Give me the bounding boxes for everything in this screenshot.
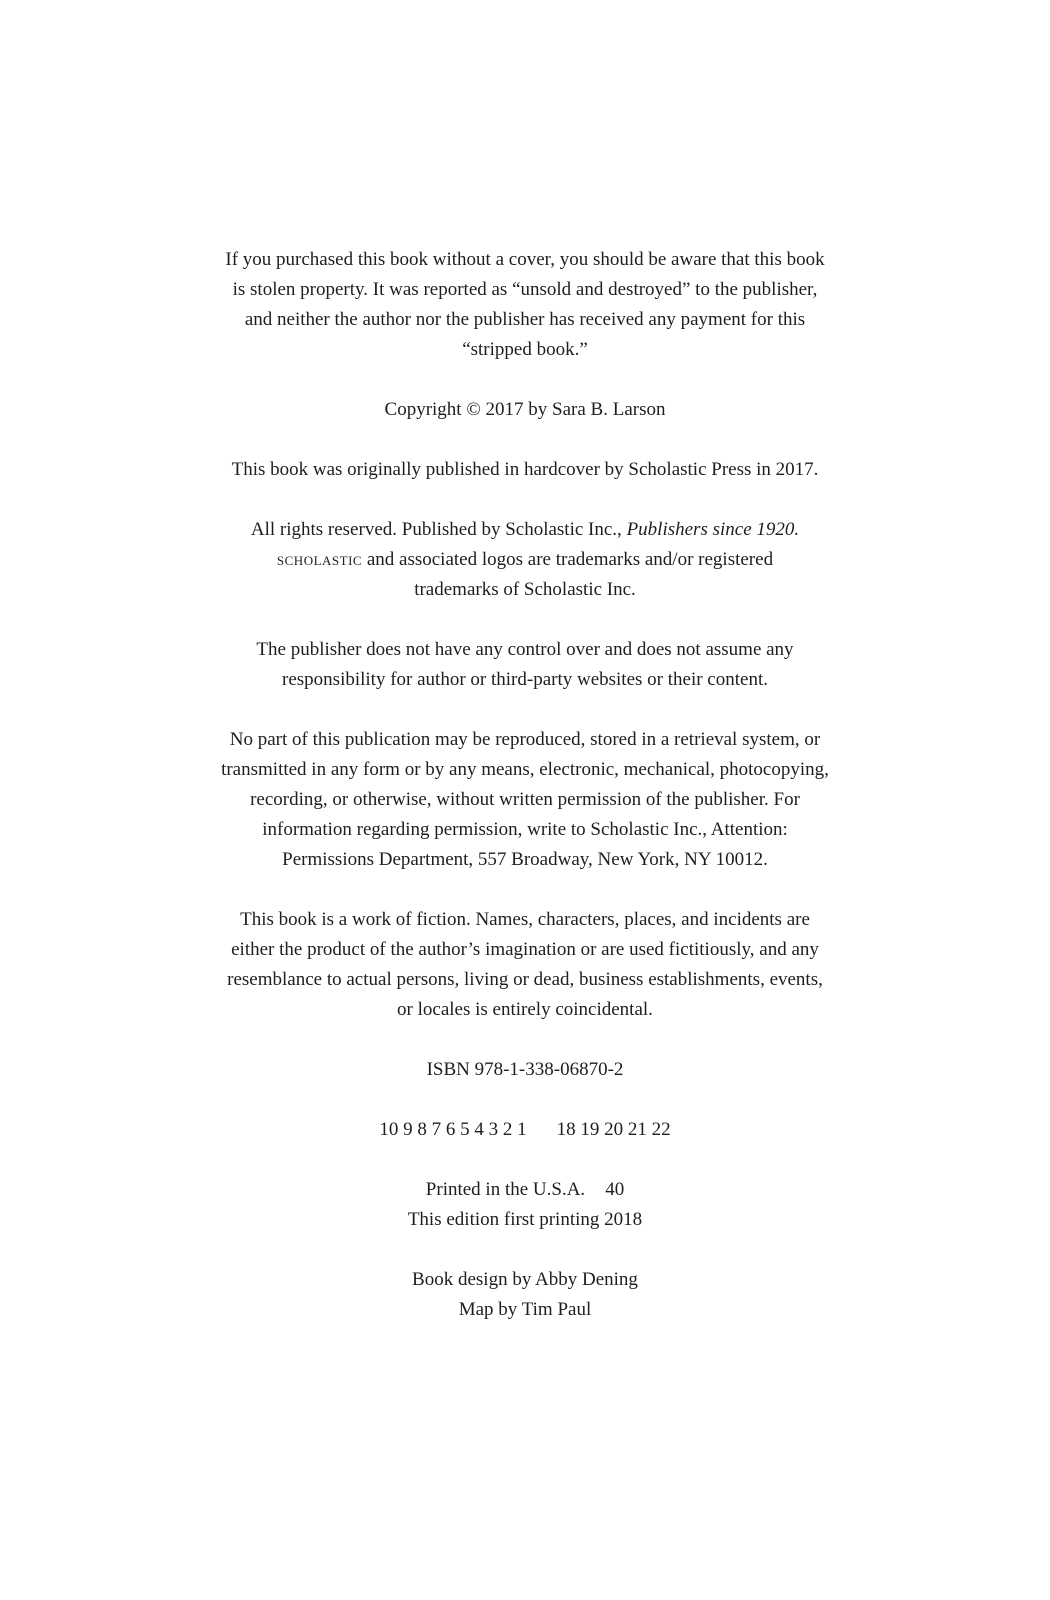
original-publication-text: This book was originally published in hardcover by Scholastic Press in 2017.: [231, 459, 819, 480]
isbn-line: [150, 1055, 900, 1085]
scholastic-trademark: scholastic: [276, 549, 363, 570]
edition-line: This edition first printing 2018: [407, 1209, 643, 1230]
printing-info: [150, 1175, 900, 1235]
reproduction-notice-line: transmitted in any form or by any means, electronic, mechanical, photocopying,: [221, 759, 829, 780]
stripped-notice-line: and neither the author nor the publisher has received any payment for this: [244, 309, 806, 330]
copyright-text-block: [150, 245, 900, 1355]
reproduction-notice-line: recording, or otherwise, without written permission of the publisher. For: [250, 789, 800, 810]
trademark-line: [150, 545, 900, 575]
original-publication-note: [150, 455, 900, 485]
stripped-notice-line: If you purchased this book without a cover, you should be aware that this book: [225, 249, 825, 270]
reproduction-notice-line: information regarding permission, write to Scholastic Inc., Attention:: [262, 819, 788, 840]
rights-text: All rights reserved. Published by Scholastic Inc.,: [250, 519, 627, 540]
impression-numbers: 10 9 8 7 6 5 4 3 2 1: [379, 1119, 527, 1140]
stripped-notice-line: is stolen property. It was reported as “unsold and destroyed” to the publisher,: [232, 279, 818, 300]
control-notice-line: The publisher does not have any control over and does not assume any: [256, 639, 794, 660]
reproduction-notice: [150, 725, 900, 875]
copyright-line: [150, 395, 900, 425]
stripped-notice-line: “stripped book.”: [462, 339, 588, 360]
control-notice-line: responsibility for author or third-party websites or their content.: [282, 669, 768, 690]
fiction-disclaimer-line: resemblance to actual persons, living or dead, business establishments, events,: [227, 969, 823, 990]
printer-code: 40: [605, 1179, 625, 1200]
printed-in-text: Printed in the U.S.A.: [425, 1179, 586, 1200]
fiction-disclaimer-line: This book is a work of fiction. Names, characters, places, and incidents are: [240, 909, 810, 930]
design-credits: [150, 1265, 900, 1325]
printed-in-line: [150, 1175, 900, 1205]
rights-line: [150, 515, 900, 545]
reproduction-notice-line: Permissions Department, 557 Broadway, New York, NY 10012.: [282, 849, 768, 870]
fiction-disclaimer-line: either the product of the author’s imagination or are used fictitiously, and any: [231, 939, 819, 960]
rights-reserved-notice: [150, 515, 900, 605]
book-design-credit: Book design by Abby Dening: [412, 1269, 638, 1290]
fiction-disclaimer: [150, 905, 900, 1025]
isbn-text: ISBN 978-1-338-06870-2: [426, 1059, 624, 1080]
printing-number-line: [150, 1115, 900, 1145]
printing-numbers: [150, 1115, 900, 1145]
reproduction-notice-line: No part of this publication may be reproduced, stored in a retrieval system, or: [229, 729, 821, 750]
publishers-since-tagline: Publishers since 1920.: [626, 519, 800, 540]
copyright-text: Copyright © 2017 by Sara B. Larson: [384, 399, 666, 420]
stripped-book-notice: [150, 245, 900, 365]
trademark-line: trademarks of Scholastic Inc.: [414, 579, 636, 600]
map-credit: Map by Tim Paul: [458, 1299, 592, 1320]
fiction-disclaimer-line: or locales is entirely coincidental.: [397, 999, 653, 1020]
third-party-control-notice: [150, 635, 900, 695]
trademark-text: and associated logos are trademarks and/or registered: [362, 549, 774, 570]
printing-years: 18 19 20 21 22: [556, 1119, 671, 1140]
